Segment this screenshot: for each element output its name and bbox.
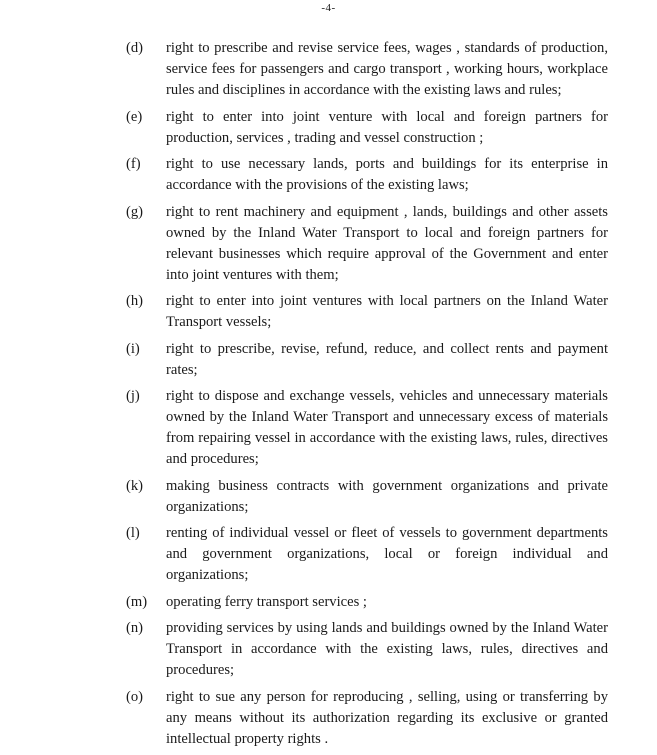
clause-label: (d): [126, 40, 144, 56]
clause-text: right to use necessary lands, ports and buildings for its enterprise in accordance with the provisions of the existing laws;: [166, 156, 608, 193]
clause-label: (e): [126, 108, 143, 125]
clause-text: operating ferry transport services ;: [166, 593, 367, 610]
clause-text: right to prescribe, revise, refund, reduce, and collect rents and payment rates;: [166, 340, 608, 378]
clause-label: (f): [126, 156, 141, 172]
clause-h: [118, 291, 608, 333]
clause-text: right to dispose and exchange vessels, vehicles and unnecessary materials owned by the Inland Water Transport and unnecessary excess of materials from repairing vessel in accordance with the existing laws, rules, directives and procedures;: [166, 388, 608, 467]
clause-o: [118, 687, 608, 750]
clause-label: (h): [126, 293, 144, 309]
clause-label: (g): [126, 203, 144, 220]
clause-m: [118, 592, 608, 613]
clause-e: [118, 107, 608, 149]
clause-label: (l): [126, 525, 140, 541]
clause-label: (i): [126, 340, 140, 357]
clause-n: [118, 618, 608, 681]
clause-label: (m): [126, 593, 148, 610]
clause-text: right to sue any person for reproducing , selling, using or transferring by any means without its authorization regarding its exclusive or granted intellectual property rights .: [166, 688, 608, 747]
clause-text: making business contracts with government organizations and private organizations;: [166, 477, 608, 515]
clause-label: (k): [126, 477, 144, 494]
clause-text: renting of individual vessel or fleet of vessels to government departments and government organizations, local or foreign individual and organizations;: [166, 525, 608, 583]
clause-i: [118, 339, 608, 381]
clause-g: [118, 202, 608, 286]
clause-k: [118, 476, 608, 518]
clause-label: (j): [126, 388, 140, 404]
page-number: -4-: [321, 2, 336, 14]
clause-text: providing services by using lands and buildings owned by the Inland Water Transport in accordance with the existing laws, rules, directives and procedures;: [166, 620, 608, 678]
clause-text: right to enter into joint venture with local and foreign partners for production, services , trading and vessel construction ;: [166, 108, 608, 146]
clause-label: (o): [126, 688, 144, 705]
clause-l: [118, 523, 608, 586]
clause-text: right to enter into joint ventures with local partners on the Inland Water Transport vessels;: [166, 293, 608, 330]
clause-j: [118, 386, 608, 470]
clause-d: [118, 38, 608, 101]
clause-label: (n): [126, 620, 144, 636]
clause-text: right to rent machinery and equipment , lands, buildings and other assets owned by the Inland Water Transport to local and foreign partners for relevant businesses which require approval of the Government and enter into joint ventures with them;: [166, 203, 608, 283]
clause-f: [118, 154, 608, 196]
clause-text: right to prescribe and revise service fees, wages , standards of production, service fees for passengers and cargo transport , working hours, workplace rules and disciplines in accordance with the existing laws and rules;: [166, 40, 608, 98]
clause-list: [118, 38, 608, 755]
